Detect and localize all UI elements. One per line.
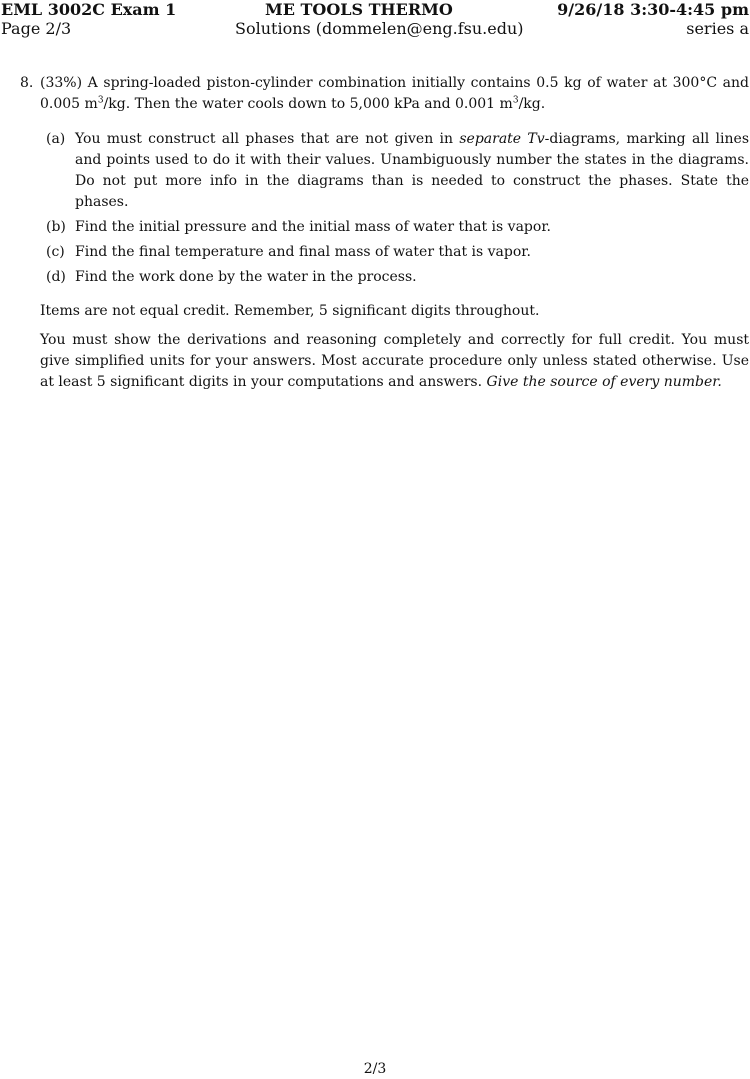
part-text: Find the final temperature and final mass of water that is vapor. [75, 244, 531, 260]
header-row-2 [0, 19, 750, 39]
exponent: 3 [97, 95, 104, 106]
part-d [0, 267, 749, 288]
instructions-text: You must show the derivations and reasoning completely and correctly for full credit. You must give simplified units for your answers. Most accurate procedure only unless stated otherwise. Use at least 5 significant digits in your computations and answers. [40, 332, 749, 390]
page-footer [0, 1061, 750, 1077]
problem-text-1: (33%) A spring-loaded piston-cylinder combination initially contains 0.5 kg of water at 300°C and 0.005 m [40, 75, 749, 112]
part-c [0, 242, 749, 263]
part-text: Find the work done by the water in the process. [75, 269, 417, 285]
series-label: series a [686, 19, 749, 38]
page-indicator: Page 2/3 [1, 19, 72, 38]
part-emphasis: separate Tv [459, 131, 545, 147]
problem-statement [0, 73, 749, 288]
part-text: Find the initial pressure and the initial mass of water that is vapor. [75, 219, 551, 235]
exam-title: ME TOOLS THERMO [265, 0, 453, 19]
part-label: (c) [46, 244, 65, 260]
header-row-1 [0, 0, 750, 20]
solutions-contact: Solutions (dommelen@eng.fsu.edu) [235, 19, 524, 38]
credit-text: Items are not equal credit. Remember, 5 significant digits throughout. [40, 303, 540, 319]
exam-datetime: 9/26/18 3:30-4:45 pm [557, 0, 749, 19]
part-text: You must construct all phases that are not given in [75, 131, 460, 147]
footer-page-number: 2/3 [363, 1061, 387, 1077]
credit-note [0, 301, 749, 322]
problem-text-3: /kg. [518, 96, 546, 112]
problem-number: 8. [20, 75, 34, 91]
instructions-note [0, 330, 749, 393]
part-label: (d) [46, 269, 66, 285]
exponent: 3 [512, 95, 519, 106]
exam-body [0, 73, 749, 393]
instructions-emphasis: Give the source of every number. [486, 374, 722, 390]
problem-parts [0, 129, 749, 288]
problem-text-2: /kg. Then the water cools down to 5,000 kPa and 0.001 m [103, 96, 513, 112]
part-a [0, 129, 749, 213]
part-label: (b) [46, 219, 66, 235]
part-b [0, 217, 749, 238]
part-text: -diagrams, marking all lines and points used to do it with their values. Unambiguously number the states in the diagrams. Do not put more info in the diagrams than is needed to construct the phases. State the phases. [75, 131, 749, 210]
part-label: (a) [46, 131, 66, 147]
course-title: EML 3002C Exam 1 [1, 0, 177, 19]
